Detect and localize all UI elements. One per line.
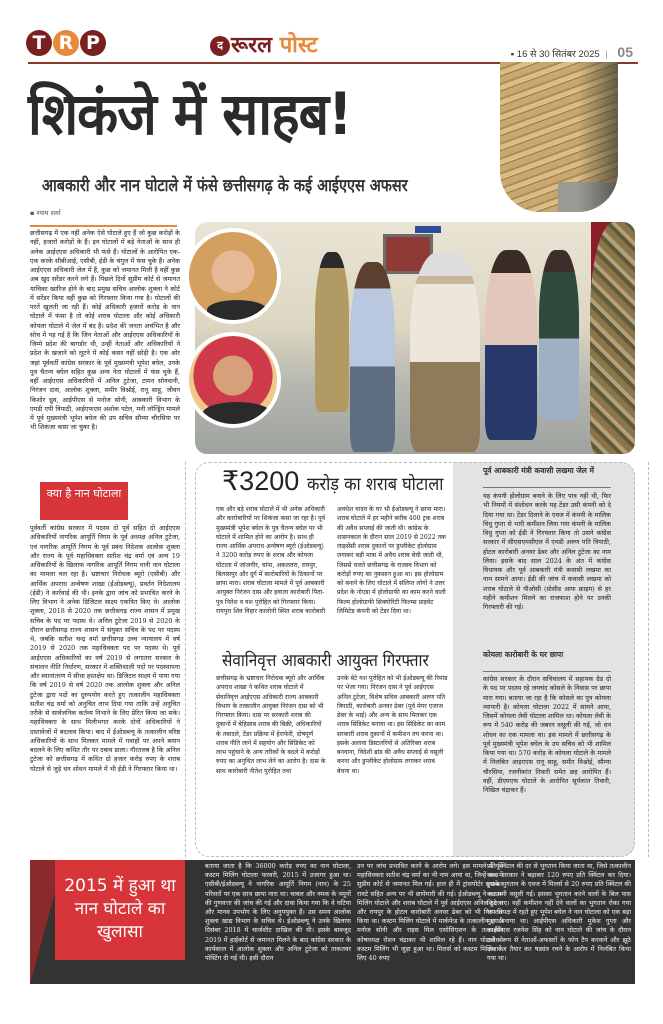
sidebar-text-lakhma: यह कंपनी होलोग्राम बनाने के लिए पात्र नहीं थी, फिर भी नियमों में संशोधन करके यह टेंडर उसी कंपनी को दे दिया गया था। टेंडर दिलाने के एवज में कंपनी के मालिक विधु गुप्ता से भारी कमीशन लिया गया कंपनी के मालिक विधु गुप्ता को ईडी ने गिरफ्तार किया तो उसने कांग्रेस सरकार में सीएसएमसीएल में एमडी अरुण पति त्रिपाठी, होटल कारोबारी अनवर ढेबर और अनिल टुटेजा का नाम लिया। इसके बाद साल 2024 के अंत में कांग्रेस विधायक और पूर्व आबकारी मंत्री कवासी लखमा का नाम सामने आया। ईडी की जांच में कवासी लखमा को शराब घोटाले से पीओसी (प्रोसीड आफ क्राइम) से हर महीने कमीशन मिलने का राजफाश होने पर उनकी गिरफ्तारी की गई। xyxy=(483,492,611,611)
photo-person xyxy=(485,250,537,440)
liquor-story-col-4: उनके बेटे यश पुरोहित को भी ईओडब्ल्यू की रिमांड पर भेजा गया। निरंजन दास ने पूर्व आईएएस अनिल टुटेजा, विशेष सचिव आबकारी अरुण पति त्रिपाठी, कारोबारी अनवर ढेबर (पूर्व मेयर एजाज ढेबर के भाई) और अन्य के साथ मिलकर एक शराब सिंडिकेट बनाया था। इस सिंडिकेट का काम सरकारी शराब दुकानों में कमीशन तय करना था। इसके अलावा डिस्टलरियों से अतिरिक्त शराब बनवाना, विदेशी ब्रांड की अवैध सप्लाई से वसूली करना और डुप्लीकेट होलोग्राम लगाकर शराब बेचना था। xyxy=(337,675,448,775)
grain-sacks-image xyxy=(500,62,618,212)
byline-rule xyxy=(30,225,177,227)
portrait-inset-1 xyxy=(185,228,281,324)
trp-logo xyxy=(26,30,106,56)
naan-scam-text: पूर्ववर्ती कांग्रेस सरकार में पदस्थ दो पूर्व सहित दो आईएएस अधिकारियों नागरिक आपूर्ति निगम के पूर्व अध्यक्ष अनिल टुटेजा, एवं नागरिक आपूर्ति निगम के पूर्व प्रबंध निदेशक आलोक शुक्ला और राज्य के पूर्व महाधिवक्ता सतीश चंद्र वर्मा एवं अन्य 19 अधिकारियों के खिलाफ नागरिक आपूर्ति निगम यानी नान घोटाला का मामला चल रहा है। भ्रष्टाचार निरोधक ब्यूरो (एसीबी) और आर्थिक अपराध अन्वेषण शाखा (ईओडब्ल्यू), प्रवर्तन निदेशालय (ईडी) ने कार्रवाई की थी। इनके द्वारा जांच को प्रभावित करने के लिए विभाग ने अनेक डिजिटल साक्ष्य एकत्रित किए थे। आलोक शुक्ला, 2018 से 2020 तक छत्तीसगढ़ राज्य शासन में प्रमुख सचिव के पद पर पदस्थ थे। अनिल टुटेजा 2019 से 2020 के दौरान छत्तीसगढ़ राज्य शासन में संयुक्त सचिव के पद पर पदस्थ थे, जबकि सतीश चन्द्र वर्मा छत्तीसगढ़ उच्च न्यायालय में वर्ष 2019 से 2020 तक महाधिवक्ता पद पर पदस्थ थे। पूर्व आईएएस अधिकारियों का वर्ष 2019 से लगातार सरकार के संचालन नीति निर्धारण, सरकार में शक्तिशाली पदों पर पदस्थापना और स्थानांतरण में सीधा हस्तक्षेप था। डिजिटल साक्ष्य में पाया गया कि वर्ष 2019 से वर्ष 2020 तक आलोक शुक्ला और अनिल टुटेजा द्वारा पदों का दुरुपयोग करते हुए तत्कालीन महाधिवक्ता सतीश चंद्र वर्मा को अनुचित लाभ दिया गया ताकि उन्हें अनुचित तरीके से सार्वजनिक कर्तव्य निभाने के लिए प्रेरित किया जा सके। महाधिवक्ता के साथ मिलीभगत करके दोनों अधिकारियों ने दस्तावेजों में बदलाव किया। बाद में ईओडब्ल्यू के तत्कालीन वरिष्ठ अधिकारियों के साथ मिलकर मामले में गवाहों पर अपने बयान बदलने के लिए कथित तौर पर दबाव डाला। गौरतलब है कि अनिल टुटेजा को छत्तीसगढ़ में कथित दो हजार करोड़ रुपए के शराब घोटाले से जुड़े धन शोधन मामले में भी ईडी ने गिरफ्तार किया था। xyxy=(30,524,180,773)
photo-person-police xyxy=(315,252,349,412)
logo-mark-icon: द xyxy=(210,36,230,56)
page-subheadline: आबकारी और नान घोटाले में फंसे छत्तीसगढ़ के कई आईएएस अफसर xyxy=(42,176,408,196)
rural-post-logo xyxy=(210,29,318,59)
sidebar-text-coal: कांग्रेस सरकार के दौरान सचिवालय में सहायक ग्रेड दो के पद पर पदस्थ रहे जयचंद कोसले के निवास पर छापा मारा गया। बताया जा रहा है कि कोसले का पुत्र कोयला व्यापारी है। कोयला घोटाला 2022 में सामने आया, जिसमें कोयला लेवी घोटाला शामिल था। कोयला लेवी के रूप में 540 करोड़ की जबरन वसूली की गई, जो धन शोधन का एक मामला था। इस मामले में छत्तीसगढ़ के पूर्व मुख्यमंत्री भूपेश बघेल के उप सचिव को भी शामिल किया गया था। 570 करोड़ के कोयला घोटाले के मामले में निलंबित आइएएस रानू साहू, समीर विश्नोई, सौम्या चौरसिया, रजनीकांत तिवारी समेत छह आरोपित हैं। वहीं, डीएमएफ घोटाले के आरोपित सूर्यकांत तिवारी, निखिल चंद्राकर हैं। xyxy=(483,675,611,794)
sidebar-rule xyxy=(483,671,611,672)
photo-person-accused xyxy=(410,252,480,452)
issue-dates: ▪ 16 से 30 सितंबर 2025 xyxy=(510,49,600,60)
portrait-inset-2 xyxy=(185,332,281,428)
sidebar-rule xyxy=(483,487,611,488)
warehouse-floor xyxy=(558,182,618,212)
retired-commissioner-headline: सेवानिवृत्त आबकारी आयुक्त गिरफ्तार xyxy=(222,651,429,671)
bottom-text-col-1: बताया जाता है कि 36000 करोड़ रुपए का नान घोटाला, कस्टम मिलिंग घोटाला फरवरी, 2015 में उजागर हुआ था। एसीबी/ईओडब्ल्यू ने नागरिक आपूर्ति निगम (नान) के 25 परिसरों पर एक साथ छापा मारा था। चावल और नमक के नमूनों की गुणवत्ता की जांच की गई और दावा किया गया कि वे घटिया और मानव उपभोग के लिए अनुपयुक्त हैं। उस समय आलोक शुक्ला खाद्य विभाग के सचिव थे। ईओडब्ल्यू ने उनके खिलाफ दिसंबर 2018 में चार्जशीट दाखिल की थी। इसके बावजूद 2019 में हाईकोर्ट से जमानत मिलने के बाद कांग्रेस सरकार के कार्यकाल में आलोक शुक्ला और अनिल टुटेजा को ताकतवर पोस्टिंग दी गई थी। इसी दौरान xyxy=(205,862,351,963)
byline: ▪ श्याम शर्मा xyxy=(30,209,61,217)
issue-info xyxy=(511,44,633,60)
naan-scam-label: क्या है नान घोटाला xyxy=(40,482,128,520)
trp-logo-letter: P xyxy=(80,30,106,56)
photo-person xyxy=(539,250,579,420)
page-number: 05 xyxy=(617,44,633,60)
liquor-story-headline xyxy=(222,465,458,501)
logo-word-post: पोस्ट xyxy=(279,32,318,58)
page-headline: शिकंजे में साहब! xyxy=(28,80,352,148)
liquor-story-col-3: छत्तीसगढ़ के भ्रष्टाचार निरोधक ब्यूरो और आर्थिक अपराध शाखा ने कथित शराब घोटाले में सेवानिवृत्त आईएएस अधिकारी राज्य आबकारी विभाग के तत्कालीन आयुक्त निरंजन दास को भी गिरफ्तार किया। दास पर सरकारी शराब की दुकानों में बेहिसाब शराब की बिक्री, अधिकारियों के तबादले, टेंडर प्रक्रिया में हेराफेरी, दोषपूर्ण शराब नीति लाने में सहयोग और सिंडिकेट को लाभ पहुंचाने के अन्य तरीकों के बदले में करोड़ों रुपए का अनुचित लाभ लेने का आरोप है। दास के साथ कारोबारी नीतेश पुरोहित तथा xyxy=(216,675,326,775)
trp-logo-letter: T xyxy=(26,30,52,56)
column-divider xyxy=(648,462,649,857)
naan-2015-label: 2015 में हुआ था नान घोटाले का खुलासा xyxy=(55,860,185,960)
column-divider xyxy=(185,462,186,857)
intro-text: छत्तीसगढ़ में एक नहीं अनेक ऐसे घोटाले हुए हैं जो कुछ करोड़ों के नहीं, हजारों करोड़ों के हैं। इन घोटालों में बड़े नेताओं के साथ ही अनेक आईएएस अधिकारी भी फंसे हैं। घोटालों के आरोपित एक-एक करके सीबीआई, एसीबी, ईडी के चंगुल में फंस चुके हैं। अनेक आईएएस अधिकारी जेल में हैं, कुछ को जमानत मिली है वहीं कुछ अब खुद सरेंडर करने लगे हैं। पिछले दिनों सुप्रीम कोर्ट से जमानत याचिका खारिज होने के बाद प्रमुख सचिव आलोक शुक्ला ने कोर्ट में सरेंडर किया वहीं कुछ को गिरफ्तार किया गया है। घोटालों की परतें खुलती जा रही हैं। कोई अधिकारी हजारों करोड़ के नान घोटाले में फंसा है तो कोई शराब घोटाला और कोई अधिकारी कोयला घोटाले में जेल में बंद है। प्रदेश की जनता अचंभित है और सोच में पड़ गई है कि जिन नेताओं और आईएएस अधिकारियों के जिम्मे प्रदेश की बागडोर थी, उन्हीं नेताओं और अधिकारियों ने प्रदेश के खजाने को लूटने में कोई कसर नहीं छोड़ी है। एक ओर जहां पूर्ववर्ती कांग्रेस सरकार के पूर्व मुख्यमंत्री भूपेश बघेल, उनके पुत्र चैतन्य बघेल सहित कुछ अन्य नेता घोटालों में फंस चुके हैं, वहीं आईएएस अधिकारियों में अनिल टुटेजा, टामन सोनवानी, निरंजन दास, आलोक शुक्ला, समीर विश्नोई, रानू साहू, जीवन किशोर ध्रुव, आईपीएस से मनोज सोनी, आबकारी विभाग के एमडी एपी त्रिपाठी, आईएफएस अशोक पटेल, मनी लॉन्ड्रिंग मामले में पूर्व मुख्यमंत्री भूपेश बघेल की उप सचिव सौम्या चौरसिया पर भी शिकंजा कसा जा चुका है। xyxy=(30,229,180,432)
liquor-amount: ₹3200 xyxy=(222,466,300,496)
liquor-title-rest: करोड़ का शराब घोटाला xyxy=(306,474,444,495)
trp-logo-letter: R xyxy=(53,30,79,56)
bottom-text-col-3: प्रति क्विंटल की दर से भुगतान किया जाता था, जिसे तत्कालीन राज्य सरकार ने बढ़ाकर 120 रुपए प्रति क्विंटल कर दिया। इसके भुगतान के एवज में मिलर्स से 20 रुपए प्रति क्विंटल की कट मनी वसूली गई। इसका भुगतान करने वालों के बिल पास किए गए। वहीं कमीशन नहीं देने वालों का भुगतान रोका गया था। विपक्ष में रहते हुए भूपेश बघेल ने नान घोटाला को एक बड़ा मुद्दा बनाया था। आईपीएस अधिकारी मुकेश गुप्ता और आईपीएस रजनेश सिंह को नान घोटाले की जांच के दौरान अवैध रूप से नेताओं-अफसरों के फोन टैप करवाने और झूठे दस्तावेज तैयार कर षड्यंत्र रचने के आरोप में निलंबित किया गया था। xyxy=(487,862,631,963)
sidebar-heading-coal: कोयला कारोबारी के घर छापा xyxy=(483,650,564,659)
issue-separator: | xyxy=(605,49,608,60)
masthead xyxy=(0,0,663,66)
photo-signboard xyxy=(415,226,441,233)
liquor-story-col-1: एक और बड़े शराब घोटाले में भी अनेक अधिकारी और कारोबारियों पर शिकंजा कसा जा रहा है। पूर्व मुख्यमंत्री भूपेश बघेल के पुत्र चैतन्य बघेल पर भी घोटाले में शामिल होने का आरोप है। साथ ही राज्य आर्थिक अपराध अन्वेषण ब्यूरो (ईओडब्ल्यू) ने 3200 करोड़ रुपए के शराब और कोयला घोटाला में जांजगीर, चांपा, अकलतरा, रायपुर, बिलासपुर और दुर्ग में कारोबारियों के ठिकानों पर छापा मारा। शराब घोटाला मामले में पूर्व आबकारी आयुक्त निरंजन दास और हवाला कारोबारी पिता-पुत्र नितेश व यश पुरोहित को गिरफ्तार किया। रायपुरा शिव विहार कालोनी स्थित शराब कारोबारी xyxy=(216,506,326,615)
photo-person-soldier xyxy=(590,222,635,454)
liquor-story-col-2: अवधेश यादव के घर भी ईओडब्ल्यू ने छापा मारा। शराब घोटाले में हर महीने करीब 400 ट्रक शराब की अवैध सप्लाई की जाती थी। कांग्रेस के शासनकाल के दौरान साल 2019 से 2022 तक लाइसेंसी शराब दुकानों पर डुप्लीकेट होलोग्राम लगाकर बड़ी मात्रा में अवैध शराब बेची जाती थी, जिससे चलते छत्तीसगढ़ के राजस्व विभाग को करोड़ों रुपए का नुकसान हुआ था। इस होलोग्राम को बनाने के लिए घोटाले में संलिप्त लोगों ने उत्तर प्रदेश के नोएडा में होलोग्राफी का काम करने वाली फिल्म होलोग्राफी सिक्योरिटी फिल्म्स प्राइवेट लिमिटेड कंपनी को टेंडर दिया था। xyxy=(337,506,446,615)
photo-person xyxy=(350,262,395,452)
logo-word-rural: रूरल xyxy=(231,32,273,58)
bottom-text-col-2: उन पर जांच प्रभावित करने के आरोप लगे। इस मामले में पूर्व महाधिवक्ता सतीश चंद्र वर्मा का भी नाम आया था, जिन्हें बाद में सुप्रीम कोर्ट से जमानत मिल गई। हाल ही में ट्रांसपोर्टर सुधाकर रावटे सहित अन्य पर भी छापेमारी की गई। ईओडब्ल्यू ने कस्टम मिलिंग घोटाले और शराब घोटाले में पूर्व आईएएस अनिल टुटेजा और रायपुर के होटल कारोबारी अनवर ढेबर को भी गिरफ्तार किया था। कस्टम मिलिंग घोटाले में मार्कफेड के तत्कालीन एमडी मनोज सोनी और राइस मिल एसोसिएशन के तत्कालीन कोषाध्यक्ष रोशन चंद्राकर भी शामिल रहे हैं। नान घोटाले से कस्टम मिलिंग भी जुड़ा हुआ था। मिलर्स को कस्टम मिलिंग के लिए 40 रुपए xyxy=(357,862,503,963)
sidebar-heading-lakhma: पूर्व आबकारी मंत्री कवासी लखमा जेल में xyxy=(483,466,594,475)
